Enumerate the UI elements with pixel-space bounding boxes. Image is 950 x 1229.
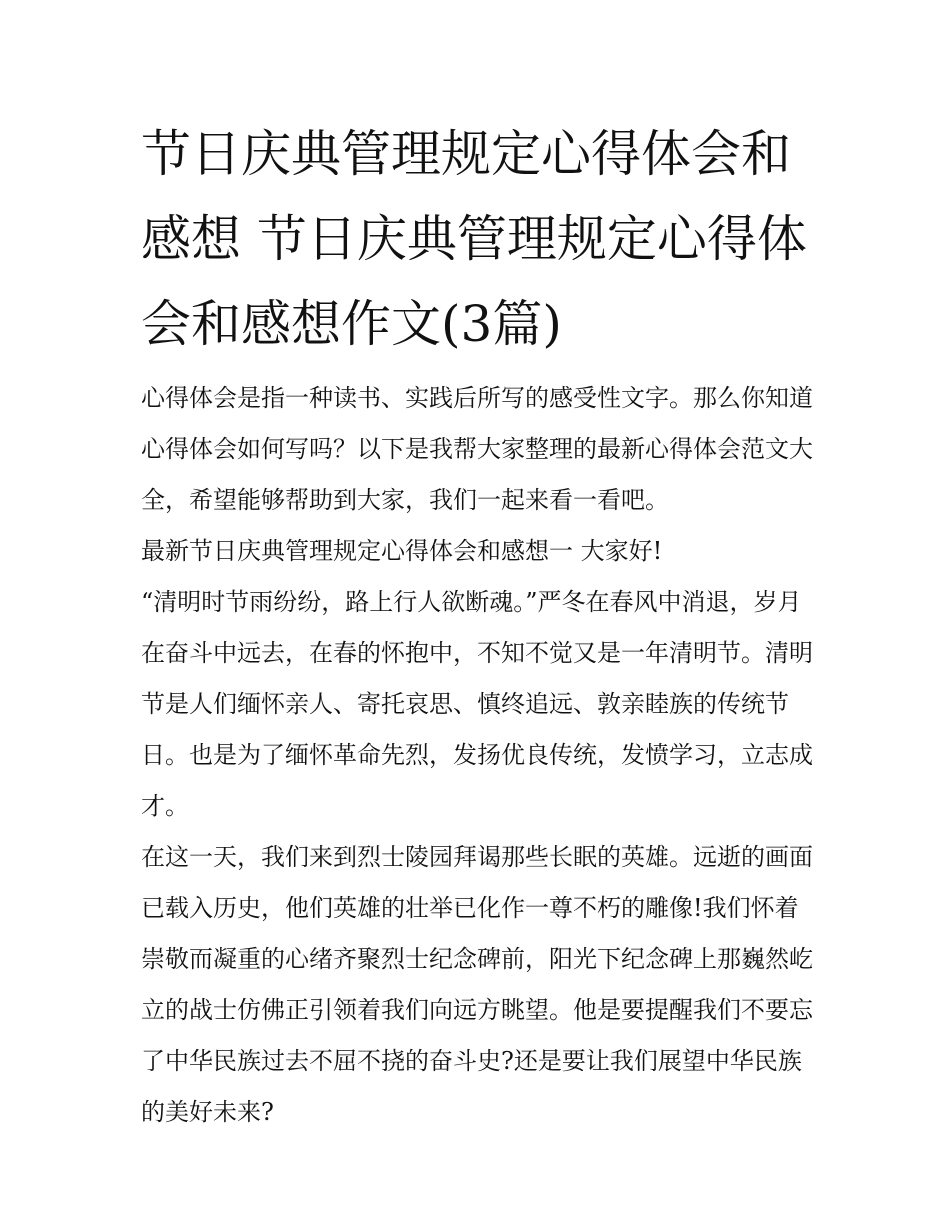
paragraph-intro: 心得体会是指一种读书、实践后所写的感受性文字。那么你知道心得体会如何写吗？以下是我帮大家整理的最新心得体会范文大全，希望能够帮助到大家，我们一起来看一看吧。 (141, 384, 813, 514)
paragraph-section-heading: 最新节日庆典管理规定心得体会和感想一 大家好! (141, 537, 663, 565)
document-title: 节日庆典管理规定心得体会和感想 节日庆典管理规定心得体会和感想作文(3篇) (141, 125, 807, 353)
paragraph-memorial: 在这一天，我们来到烈士陵园拜谒那些长眠的英雄。远逝的画面已载入历史，他们英雄的壮举已化作一尊不朽的雕像!我们怀着崇敬而凝重的心绪齐聚烈士纪念碑前，阳光下纪念碑上那巍然屹立的战士仿佛正引领着我们向远方眺望。他是要提醒我们不要忘了中华民族过去不屈不挠的奋斗史?还是要让我们展望中华民族的美好未来? (141, 843, 813, 1126)
document-page (141, 112, 813, 1138)
paragraph-qingming: “清明时节雨纷纷，路上行人欲断魂。”严冬在春风中消退，岁月在奋斗中远去，在春的怀抱中，不知不觉又是一年清明节。清明节是人们缅怀亲人、寄托哀思、慎终追远、敦亲睦族的传统节日。也是为了缅怀革命先烈，发扬优良传统，发愤学习，立志成才。 (141, 588, 813, 820)
